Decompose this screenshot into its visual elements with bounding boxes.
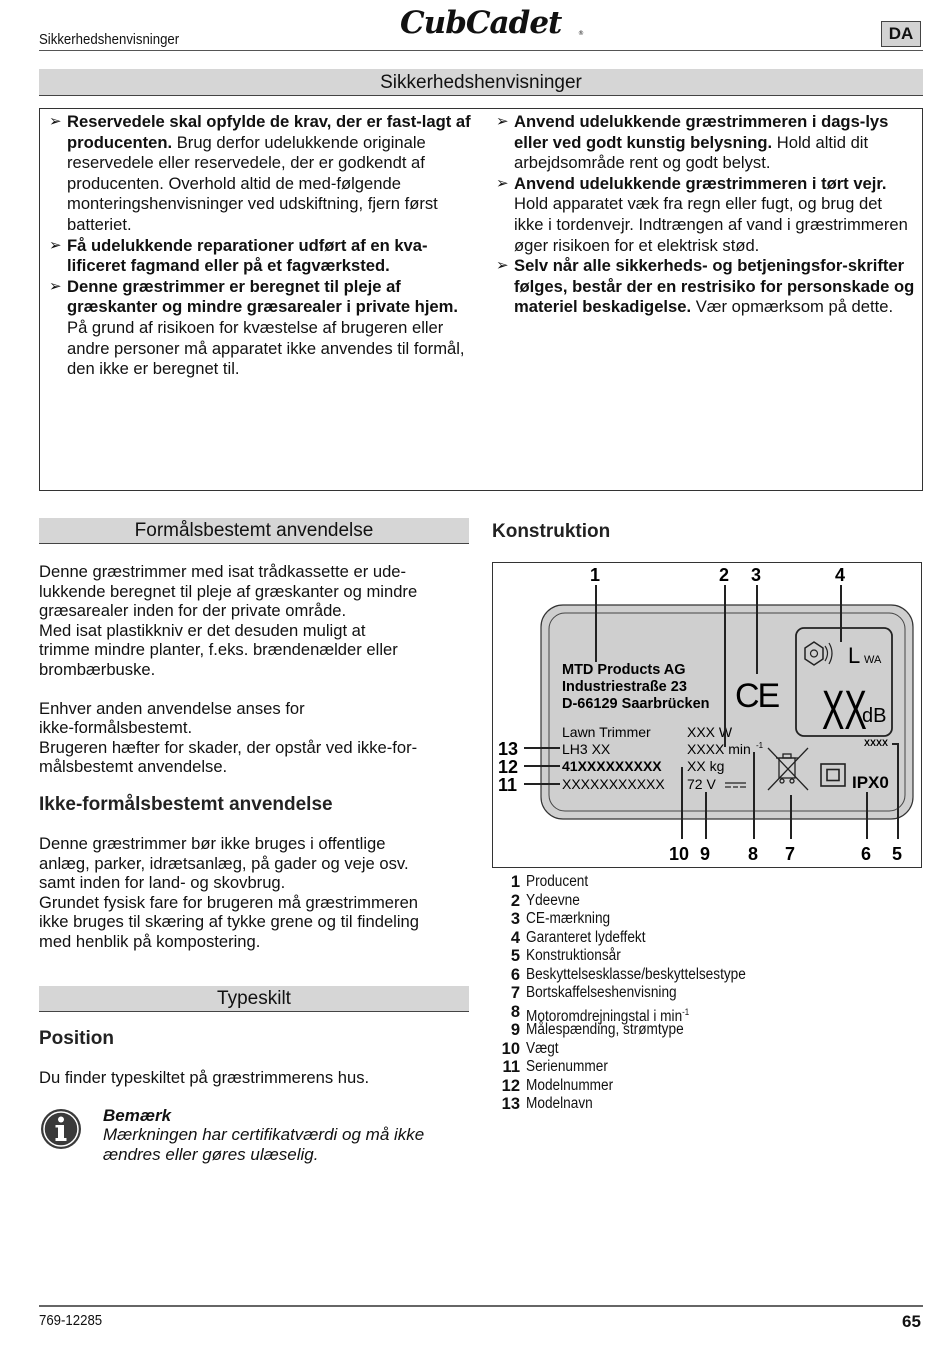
callout-1: 1 [590,565,601,585]
text-line: samt inden for land- og skovbrug. [39,873,286,893]
plate-serial-number: XXXXXXXXXXX [562,776,665,792]
legend-label: CE-mærkning [526,910,611,927]
position-text: Du finder typeskiltet på græstrimmerens hus. [39,1068,370,1087]
callout-3: 3 [751,565,762,585]
construction-title: Konstruktion [492,521,611,542]
lwa-subscript: WA [864,654,882,666]
legend-label: Beskyttelsesklasse/beskyttelsestype [526,965,746,983]
text-line: Grundet fysisk fare for brugeren må græstrimmeren [39,892,419,912]
legend-label: Modelnavn [526,1095,593,1112]
callout-13: 13 [498,739,519,759]
legend-number: 13 [501,1095,520,1113]
text-line: med henblik på kompostering. [39,931,261,951]
callout-5: 5 [892,844,903,864]
arrow-bullet-icon: ➢ [496,257,509,275]
callout-8: 8 [748,844,759,864]
arrow-bullet-icon: ➢ [496,174,509,192]
text-line: ikke bruges til skæring af tykke grene og til findeling [39,912,420,932]
year-value: XXXX [864,738,889,748]
legend-item [492,1095,776,1114]
plate-company-city: D-66129 Saarbrücken [562,696,710,712]
arrow-bullet-icon: ➢ [49,277,62,295]
text-line: ikke-formålsbestemt. [39,718,193,738]
text-line: anlæg, parker, idrætsanlæg, på gader og veje osv. [39,853,409,873]
legend-item [492,1077,776,1096]
legend-number: 7 [510,984,520,1002]
arrow-bullet-icon: ➢ [49,113,62,130]
note-text: Mærkningen har certifikatværdi og må ikke ændres eller gøres ulæselig. [103,1125,425,1164]
position-title: Position [39,1028,114,1049]
safety-title: Sikkerhedshenvisninger [39,69,923,96]
text-line: Enhver anden anvendelse anses for [39,698,305,718]
legend-number: 2 [510,891,520,910]
header-divider [39,50,923,51]
legend-label: Modelnummer [526,1076,614,1094]
plate-rpm-sup: -1 [756,741,764,750]
legend-number: 4 [510,928,520,947]
ipx-rating: IPX0 [852,773,889,792]
diagram-divider [492,867,922,868]
callout-7: 7 [785,844,796,864]
legend-number: 10 [501,1039,520,1058]
not-intended-use-title: Ikke-formålsbestemt anvendelse [39,794,333,815]
legend-label: Bortskaffelseshenvisning [526,984,677,1001]
legend-item [492,892,776,911]
header-section-label: Sikkerhedshenvisninger [39,31,180,48]
legend-label: Producent [526,873,589,890]
type-plate-diagram [492,562,922,873]
svg-text:CubCadet: CubCadet [400,5,562,40]
not-intended-use-text [39,834,479,952]
document-number: 769-12285 [39,1312,103,1329]
legend-item [492,910,776,929]
text-line: Denne græstrimmer med isat trådkassette er ude- [39,562,407,581]
plate-company-street: Industriestraße 23 [562,679,687,695]
safety-item: ➢ Få udelukkende reparationer udført af en kva-lificeret fagmand eller på et fagværksted. [49,235,428,276]
callout-10: 10 [669,844,690,864]
type-plate-title: Typeskilt [39,986,469,1012]
text-line: Med isat plastikkniv er det desuden muligt at [39,620,366,640]
legend-number: 9 [510,1021,520,1039]
text-line: Brugeren hæfter for skader, der opstår ved ikke-for- [39,737,418,757]
legend-number: 11 [502,1058,520,1076]
arrow-bullet-icon: ➢ [49,236,62,254]
callout-2: 2 [719,565,730,585]
safety-item: ➢ Denne græstrimmer er beregnet til pleje af græskanter og mindre græsarealer i private hjem. På grund af risikoen for kvæstelse af brugeren eller andre personer må apparatet ikke anvendes til formål, den ikke er beregnet til. [49,276,465,379]
cub-cadet-logo [398,4,588,45]
callout-11: 11 [498,775,518,795]
legend-item [492,966,776,985]
plate-power: XXX W [687,724,733,740]
legend-item [492,947,776,966]
db-value: XX [822,678,867,742]
safety-box [39,108,923,491]
legend-item [492,1021,776,1040]
legend-item [492,1040,776,1059]
info-icon [39,1107,83,1156]
text-line: Denne græstrimmer bør ikke bruges i offentlige [39,834,386,853]
svg-text:®: ® [578,30,584,37]
arrow-bullet-icon: ➢ [496,113,509,130]
legend-item [492,873,776,892]
callout-4: 4 [835,565,846,585]
callout-12: 12 [498,757,519,777]
legend-item [492,984,776,1003]
ce-mark: CE [735,677,779,715]
db-unit: dB [862,705,887,727]
legend-label: Garanteret lydeffekt [526,928,646,946]
legend-label: Konstruktionsår [526,947,621,964]
language-badge: DA [881,21,921,47]
callout-6: 6 [861,844,872,864]
legend-label: Vægt [526,1039,559,1057]
lwa-label: L [848,643,861,668]
page-number: 65 [902,1312,921,1331]
callout-9: 9 [700,844,711,864]
legend-label: Motoromdrejningstal i $\min^{-1}$ [526,1006,690,1025]
intended-use-text [39,562,479,777]
intended-use-title: Formålsbestemt anvendelse [39,518,469,544]
text-line: brombærbuske. [39,659,156,679]
legend-item [492,929,776,948]
legend-number: 5 [510,947,520,965]
safety-item: ➢ Selv når alle sikkerheds- og betjeningsfor-skrifter følges, består der en restrisiko for personskade og materiel beskadigelse. Vær opmærksom på dette. [496,256,915,317]
legend-number: 6 [510,965,520,984]
plate-weight: XX kg [687,758,725,774]
plate-company-name: MTD Products AG [562,662,686,678]
safety-right-column [490,112,915,318]
safety-item: ➢ Anvend udelukkende græstrimmeren i tørt vejr. Hold apparatet væk fra regn eller fugt, og brug det ikke i tordenvejr. Indtrængen af vand i græstrimmeren øger risikoen for et elektrisk stød. [496,173,908,255]
plate-product-type: Lawn Trimmer [562,724,651,740]
legend-number: 3 [510,910,520,928]
text-line: græsarealer inden for der private område. [39,601,347,621]
plate-rpm: XXXX min [687,741,751,757]
footer-divider [39,1305,923,1307]
legend-label: Serienummer [526,1058,608,1075]
legend-number: 1 [510,873,520,891]
plate-model-name: LH3 XX [562,741,611,757]
note-title: Bemærk [103,1106,172,1125]
plate-model-number: 41XXXXXXXXX [562,758,662,774]
legend-number: 12 [501,1076,520,1095]
safety-left-column [43,112,473,380]
text-line: målsbestemt anvendelse. [39,757,228,777]
legend-number: 8 [510,1002,520,1021]
text-line: trimme mindre planter, f.eks. brændenælder eller [39,640,398,660]
legend-item [492,1002,776,1025]
legend-label: Målespænding, strømtype [526,1021,684,1038]
legend-item [492,1058,776,1077]
plate-voltage: 72 V [687,776,716,792]
text-line: lukkende beregnet til pleje af græskanter og mindre [39,581,418,601]
legend-label: Ydeevne [526,891,580,909]
safety-item: ➢ Reservedele skal opfylde de krav, der er fast-lagt af producenten. Brug derfor udelukkende originale reservedele eller reservedele, der er godkendt af producenten. Overhold altid de med-følgende monteringshenvisninger ved udskiftning, fjern først batteriet. [49,112,471,234]
safety-item: ➢ Anvend udelukkende græstrimmeren i dags-lys eller ved godt kunstig belysning. Hold altid dit arbejdsområde rent og godt belyst. [496,112,889,173]
construction-legend [492,873,776,1114]
